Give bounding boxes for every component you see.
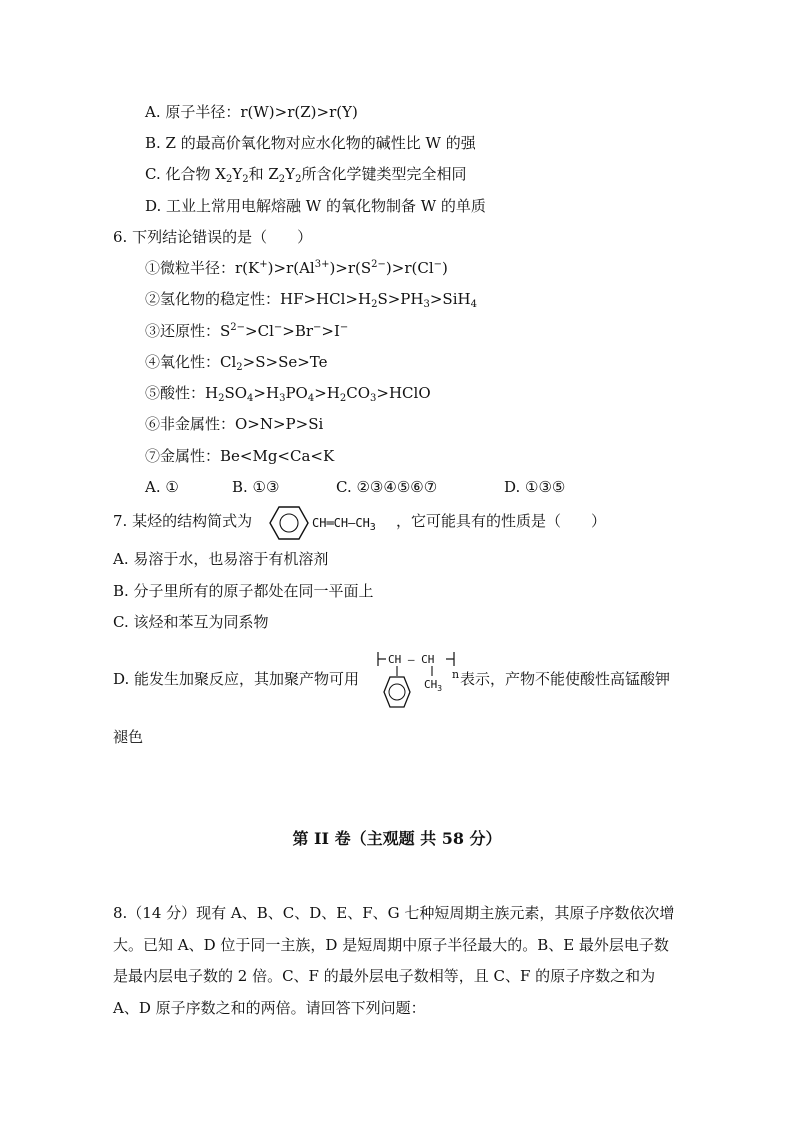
q6-statement-3: ③还原性：$S^{2-}>Cl^->Br^->I^-$ <box>145 322 349 340</box>
section-title: 第 II 卷（主观题 共 58 分） <box>292 829 502 848</box>
q5-option-c: C. 化合物 $X_2Y_2$和 $Z_2Y_2$所含化学键类型完全相同 <box>145 165 467 185</box>
q6-option-b: B. ①③ <box>232 478 280 496</box>
polymer-n-label: n <box>452 668 460 681</box>
q7-stem-tail: ，它可能具有的性质是（ ） <box>396 512 607 530</box>
q8-line-2: 大。已知 A、D 位于同一主族，D 是短周期中原子半径最大的。B、E 最外层电子数 <box>113 936 669 954</box>
q8-line-1: 8.（14 分）现有 A、B、C、D、E、F、G 七种短周期主族元素，其原子序数依次增 <box>113 904 675 922</box>
q6-option-d: D. ①③⑤ <box>504 478 566 496</box>
benzene-ring-icon <box>268 505 310 541</box>
polymer-ch3-label: $CH_3$ <box>424 678 443 693</box>
q6-statement-1: ①微粒半径：$r(K^+)>r(Al^{3+})>r(S^{2-})>r(Cl^-)$ <box>145 259 448 277</box>
q6-statement-5: ⑤酸性：$H_2SO_4>H_3PO_4>H_2CO_3>HClO$ <box>145 384 431 404</box>
q8-line-3: 是最内层电子数的 2 倍。C、F 的最外层电子数相等，且 C、F 的原子序数之和为 <box>113 967 656 985</box>
q7-option-d-tail: 表示，产物不能使酸性高锰酸钾 <box>460 670 671 688</box>
q7-option-d: D. 能发生加聚反应，其加聚产物可用 <box>113 670 360 688</box>
q6-option-a: A. ① <box>145 478 179 496</box>
q5-option-b: B. Z 的最高价氧化物对应水化物的碱性比 W 的强 <box>145 134 476 152</box>
q6-stem: 6. 下列结论错误的是（ ） <box>113 228 313 246</box>
q6-statement-2: ②氢化物的稳定性：$HF>HCl>H_2S>PH_3>SiH_4$ <box>145 290 477 310</box>
q6-statement-4: ④氧化性：$Cl_2>S>Se>Te$ <box>145 353 328 373</box>
q7-option-c: C. 该烃和苯互为同系物 <box>113 613 269 631</box>
q7-option-d-wrap: 褪色 <box>113 728 144 746</box>
q6-statement-7: ⑦金属性：Be<Mg<Ca<K <box>145 447 335 465</box>
q5-option-a: A. 原子半径：r(W)>r(Z)>r(Y) <box>145 103 358 121</box>
q5-option-d: D. 工业上常用电解熔融 W 的氧化物制备 W 的单质 <box>145 197 486 215</box>
q7-option-a: A. 易溶于水，也易溶于有机溶剂 <box>113 550 329 568</box>
q6-option-c: C. ②③④⑤⑥⑦ <box>336 478 438 496</box>
q7-formula: $CH═CH—CH_3$ <box>312 516 376 533</box>
polymer-ch-ch-label: CH — CH <box>388 653 435 666</box>
q6-statement-6: ⑥非金属性：O>N>P>Si <box>145 415 324 433</box>
polymer-structure-icon <box>372 646 460 714</box>
q7-option-b: B. 分子里所有的原子都处在同一平面上 <box>113 582 374 600</box>
q8-line-4: A、D 原子序数之和的两倍。请回答下列问题： <box>113 999 426 1017</box>
q7-stem: 7. 某烃的结构简式为 <box>113 512 253 530</box>
